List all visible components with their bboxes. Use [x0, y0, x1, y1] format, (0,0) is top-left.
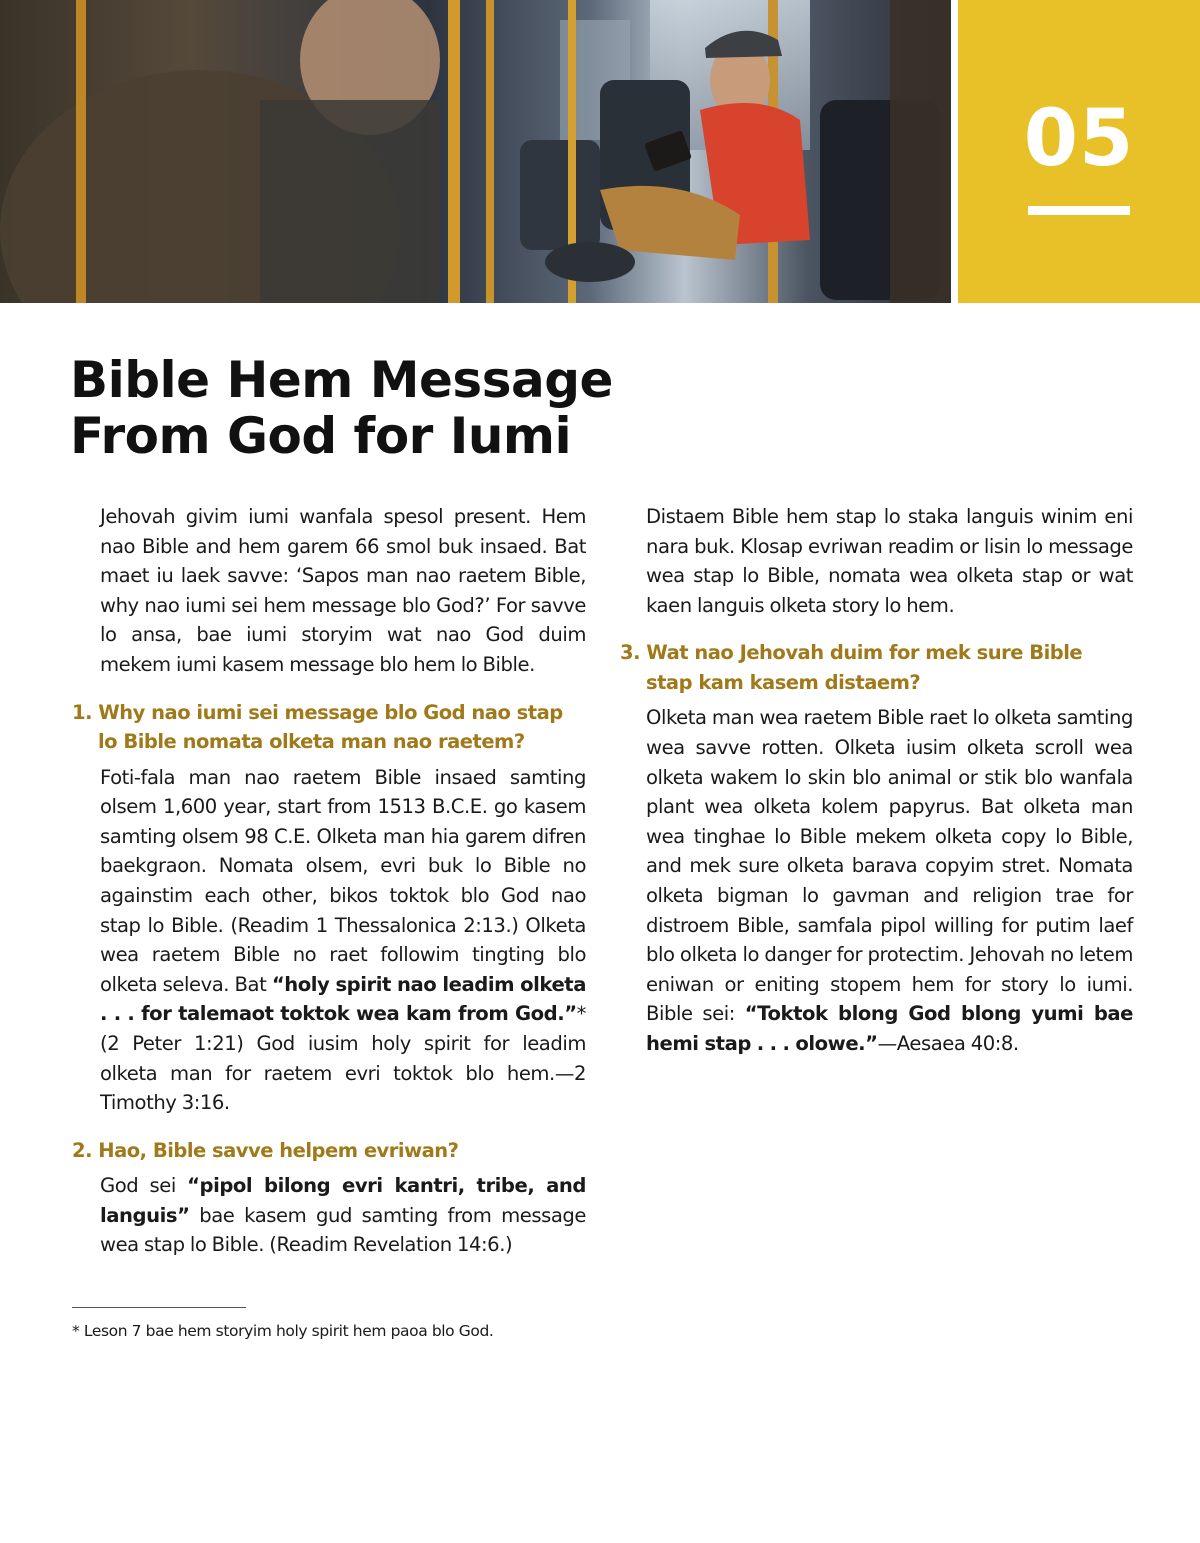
page-title	[70, 352, 770, 464]
footnote-divider	[72, 1307, 246, 1308]
answer-3-text-b: —Aesaea 40:8.	[877, 1031, 1019, 1055]
left-column	[72, 502, 586, 1260]
lesson-number-underline	[1028, 206, 1130, 215]
answer-2-quote: “pipol bilong evri kantri, tribe, and languis”	[100, 1174, 586, 1227]
answer-3-quote: “Toktok blong God blong yumi bae hemi stap . . . olowe.”	[646, 1002, 1134, 1055]
answer-1-paragraph	[72, 763, 586, 1118]
question-1: 1. Why nao iumi sei message blo God nao stap lo Bible nomata olketa man nao raetem?	[72, 700, 563, 754]
title-line-2: From God for Iumi	[70, 407, 572, 465]
header-photo	[0, 0, 951, 303]
answer-2-text-a: God sei	[100, 1174, 188, 1198]
answer-3-text-a: Olketa man wea raetem Bible raet lo olketa samting wea savve rotten. Olketa iusim olketa scroll wea olketa wakem lo skin blo animal or stik blo wanfala plant wea olketa kolem papyrus. Bat olketa man wea tinghae lo Bible mekem olketa copy lo Bible, and mek sure olketa barava copyim stret. Nomata olketa bigman lo gavman and religion trae for distroem Bible, samfala pipol willing for putim laef blo olketa lo danger for protectim. Jehovah no letem eniwan or eniting stopem hem for story lo iumi. Bible sei:	[646, 706, 1133, 1026]
question-2: 2. Hao, Bible savve helpem evriwan?	[72, 1138, 459, 1162]
answer-1-text-a: Foti-fala man nao raetem Bible insaed samting olsem 1,600 year, start from 1513 B.C.E. go kasem samting olsem 98 C.E. Olketa man hia garem difren baekgraon. Nomata olsem, evri buk lo Bible no againstim each other, bikos toktok blo God nao stap lo Bible. (Readim 1 Thessalonica 2:13.) Olketa wea raetem Bible no raet followim tingting blo olketa seleva. Bat	[100, 765, 586, 996]
lesson-number-badge	[958, 0, 1200, 303]
answer-2-paragraph	[72, 1171, 586, 1260]
question-3: 3. Wat nao Jehovah duim for mek sure Bible stap kam kasem distaem?	[620, 641, 1083, 694]
lesson-number: 05	[1023, 94, 1135, 184]
intro-paragraph: Jehovah givim iumi wanfala spesol present. Hem nao Bible and hem garem 66 smol buk insaed. Bat maet iu laek savve: ‘Sapos man nao raetem Bible, why nao iumi sei hem message blo God?’ For savve lo ansa, bae iumi storyim wat nao God duim mekem iumi kasem message blo hem lo Bible.	[100, 505, 586, 676]
answer-1-quote: “holy spirit nao leadim olketa . . . for talemaot toktok wea kam from God.”	[100, 972, 586, 1026]
title-line-1: Bible Hem Message	[70, 351, 613, 409]
answer-2-continued: Distaem Bible hem stap lo staka languis winim eni nara buk. Klosap evriwan readim or lisin lo message wea stap lo Bible, nomata wea olketa stap or wat kaen languis olketa story lo hem.	[646, 505, 1133, 617]
answer-2-text-b: bae kasem gud samting from message wea stap lo Bible. (Readim Revelation 14:6.)	[100, 1203, 586, 1257]
answer-3-paragraph	[620, 703, 1133, 1058]
answer-1-text-b: * (2 Peter 1:21) God iusim holy spirit for leadim olketa man for raetem evri toktok blo hem.—2 Timothy 3:16.	[100, 1002, 586, 1115]
right-column	[620, 502, 1133, 1059]
bus-scene-illustration	[0, 0, 951, 303]
footnote: * Leson 7 bae hem storyim holy spirit hem paoa blo God.	[72, 1322, 494, 1340]
